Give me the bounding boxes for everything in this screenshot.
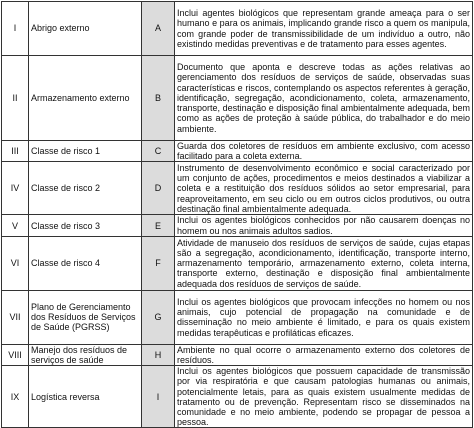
table-row bbox=[2, 215, 473, 236]
row-number: IV bbox=[2, 162, 29, 215]
letter-cell: D bbox=[142, 162, 175, 215]
row-number: VII bbox=[2, 290, 29, 344]
row-number: III bbox=[2, 141, 29, 162]
table-row bbox=[2, 366, 473, 428]
table-row bbox=[2, 2, 473, 56]
definition-cell: Inclui os agentes biológicos conhecidos por não causarem doenças no homem ou nos animais adultos sadios. bbox=[175, 215, 473, 236]
association-table bbox=[1, 1, 473, 428]
letter-cell: B bbox=[142, 56, 175, 141]
letter-cell: I bbox=[142, 366, 175, 428]
definition-cell: Inclui os agentes biológicos que possuem capacidade de transmissão por via respiratória e que causam patologias humanas ou animais, potencialmente letais, para as quais existem usualmente medidas de tratamento ou de prevenção. Representam risco se disseminados na comunidade e no meio ambiente, podendo se propagar de pessoa a pessoa. bbox=[175, 366, 473, 428]
definition-cell: Instrumento de desenvolvimento econômico e social caracterizado por um conjunto de ações, procedimentos e meios destinados a viabilizar a coleta e a restituição dos resíduos sólidos ao setor empresarial, para reaproveitamento, em seu ciclo ou em outros ciclos produtivos, ou outra destinação final ambientalmente adequada. bbox=[175, 162, 473, 215]
definition-cell: Guarda dos coletores de resíduos em ambiente exclusivo, com acesso facilitado para a coleta externa. bbox=[175, 141, 473, 162]
letter-cell: C bbox=[142, 141, 175, 162]
term-cell: Logística reversa bbox=[29, 366, 142, 428]
letter-cell: E bbox=[142, 215, 175, 236]
table-row bbox=[2, 236, 473, 290]
term-cell: Classe de risco 1 bbox=[29, 141, 142, 162]
letter-cell: G bbox=[142, 290, 175, 344]
definition-cell: Ambiente no qual ocorre o armazenamento externo dos coletores de resíduos. bbox=[175, 344, 473, 365]
term-cell: Classe de risco 3 bbox=[29, 215, 142, 236]
letter-cell: A bbox=[142, 2, 175, 56]
letter-cell: F bbox=[142, 236, 175, 290]
table-row bbox=[2, 344, 473, 365]
table-row bbox=[2, 141, 473, 162]
row-number: IX bbox=[2, 366, 29, 428]
row-number: VIII bbox=[2, 344, 29, 365]
row-number: V bbox=[2, 215, 29, 236]
definition-cell: Atividade de manuseio dos resíduos de serviços de saúde, cujas etapas são a segregação, acondicionamento, identificação, transporte interno, armazenamento temporário, armazenamento externo, coleta interna, transporte externo, destinação e disposição final ambientalmente adequada dos resíduos de serviços de saúde. bbox=[175, 236, 473, 290]
term-cell: Abrigo externo bbox=[29, 2, 142, 56]
definition-cell: Documento que aponta e descreve todas as ações relativas ao gerenciamento dos resíduos de serviços de saúde, observadas suas características e riscos, contemplando os aspectos referentes à geração, identificação, segregação, acondicionamento, coleta, armazenamento, transporte, destinação e disposição final ambientalmente adequada, bem como as ações de proteção à saúde pública, do trabalhador e do meio ambiente. bbox=[175, 56, 473, 141]
definition-cell: Inclui agentes biológicos que representam grande ameaça para o ser humano e para os animais, implicando grande risco a quem os manipula, com grande poder de transmissibilidade de um indivíduo a outro, não existindo medidas preventivas e de tratamento para esses agentes. bbox=[175, 2, 473, 56]
row-number: I bbox=[2, 2, 29, 56]
term-cell: Classe de risco 4 bbox=[29, 236, 142, 290]
row-number: VI bbox=[2, 236, 29, 290]
definition-cell: Inclui os agentes biológicos que provocam infecções no homem ou nos animais, cujo potencial de propagação na comunidade e de disseminação no meio ambiente é limitado, e para os quais existem medidas terapêuticas e profiláticas eficazes. bbox=[175, 290, 473, 344]
letter-cell: H bbox=[142, 344, 175, 365]
term-cell: Manejo dos resíduos de serviços de saúde bbox=[29, 344, 142, 365]
term-cell: Classe de risco 2 bbox=[29, 162, 142, 215]
table-row bbox=[2, 56, 473, 141]
row-number: II bbox=[2, 56, 29, 141]
term-cell: Plano de Gerenciamento dos Resíduos de Serviços de Saúde (PGRSS) bbox=[29, 290, 142, 344]
term-cell: Armazenamento externo bbox=[29, 56, 142, 141]
table-row bbox=[2, 290, 473, 344]
table-row bbox=[2, 162, 473, 215]
